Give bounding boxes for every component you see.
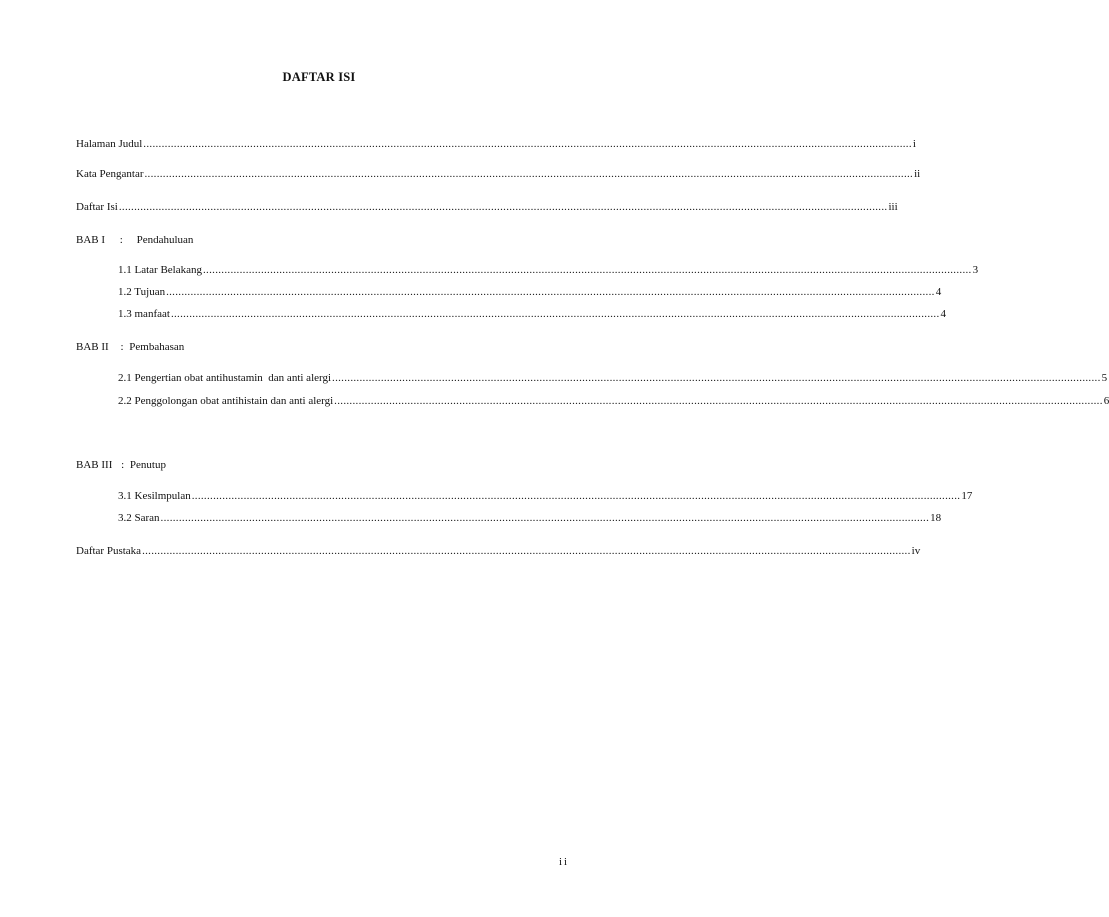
dot-leader: ............................................................................................................................................................................................................................................................	[142, 545, 911, 557]
toc-entry-2-2	[118, 394, 1109, 408]
chapter-heading-bab-1	[76, 233, 193, 247]
toc-entry-page: 18	[930, 512, 942, 524]
toc-entry-daftar-pustaka	[76, 544, 921, 558]
toc-entry-page: 4	[935, 286, 942, 298]
toc-entry-2-1	[118, 371, 1108, 385]
chapter-title: Pendahuluan	[136, 234, 194, 246]
toc-entry-label: 2.1 Pengertian obat antihustamin dan anti alergi	[118, 372, 332, 384]
chapter-separator: :	[121, 459, 125, 471]
dot-leader: ............................................................................................................................................................................................................................................................	[166, 286, 935, 298]
toc-entry-page: 4	[940, 308, 947, 320]
toc-entry-halaman-judul	[76, 137, 916, 151]
toc-entry-page: iii	[888, 201, 898, 213]
page-title: DAFTAR ISI	[282, 70, 356, 84]
toc-entry-kata-pengantar	[76, 167, 921, 181]
dot-leader: ............................................................................................................................................................................................................................................................	[170, 308, 940, 320]
toc-entry-label: Kata Pengantar	[76, 168, 144, 180]
toc-entry-page: i	[912, 138, 916, 150]
chapter-separator: :	[120, 341, 124, 353]
toc-entry-3-2	[118, 511, 942, 525]
chapter-separator: :	[119, 234, 123, 246]
chapter-code: BAB I	[76, 234, 106, 246]
chapter-title: Pembahasan	[129, 341, 185, 353]
toc-entry-label: 1.1 Latar Belakang	[118, 264, 202, 276]
toc-entry-label: Halaman Judul	[76, 138, 143, 150]
toc-entry-page: 5	[1101, 372, 1108, 384]
toc-entry-label: 2.2 Penggolongan obat antihistain dan anti alergi	[118, 395, 334, 407]
page-number: ii	[559, 856, 570, 868]
chapter-heading-bab-2	[76, 340, 184, 354]
toc-entry-daftar-isi	[76, 200, 898, 214]
toc-entry-page: 3	[972, 264, 979, 276]
dot-leader: ............................................................................................................................................................................................................................................................	[203, 264, 972, 276]
toc-entry-3-1	[118, 489, 973, 503]
dot-leader: ............................................................................................................................................................................................................................................................	[334, 395, 1103, 407]
chapter-code: BAB III	[76, 459, 113, 471]
toc-entry-1-1	[118, 263, 979, 277]
toc-entry-page: 17	[961, 490, 973, 502]
toc-entry-label: 3.2 Saran	[118, 512, 160, 524]
toc-entry-label: 1.2 Tujuan	[118, 286, 166, 298]
dot-leader: ............................................................................................................................................................................................................................................................	[144, 168, 914, 180]
toc-entry-page: ii	[914, 168, 921, 180]
dot-leader: ............................................................................................................................................................................................................................................................	[332, 372, 1101, 384]
toc-entry-label: Daftar Isi	[76, 201, 118, 213]
dot-leader: ............................................................................................................................................................................................................................................................	[191, 490, 961, 502]
toc-entry-1-3	[118, 307, 947, 321]
chapter-heading-bab-3	[76, 458, 166, 472]
toc-entry-label: 3.1 Kesilmpulan	[118, 490, 191, 502]
toc-entry-page: 6	[1103, 395, 1109, 407]
toc-entry-label: 1.3 manfaat	[118, 308, 170, 320]
dot-leader: ............................................................................................................................................................................................................................................................	[160, 512, 930, 524]
chapter-title: Penutup	[129, 459, 166, 471]
dot-leader: ............................................................................................................................................................................................................................................................	[118, 201, 888, 213]
toc-entry-page: iv	[911, 545, 921, 557]
chapter-code: BAB II	[76, 341, 109, 353]
toc-entry-1-2	[118, 285, 942, 299]
dot-leader: ............................................................................................................................................................................................................................................................	[143, 138, 912, 150]
toc-entry-label: Daftar Pustaka	[76, 545, 142, 557]
